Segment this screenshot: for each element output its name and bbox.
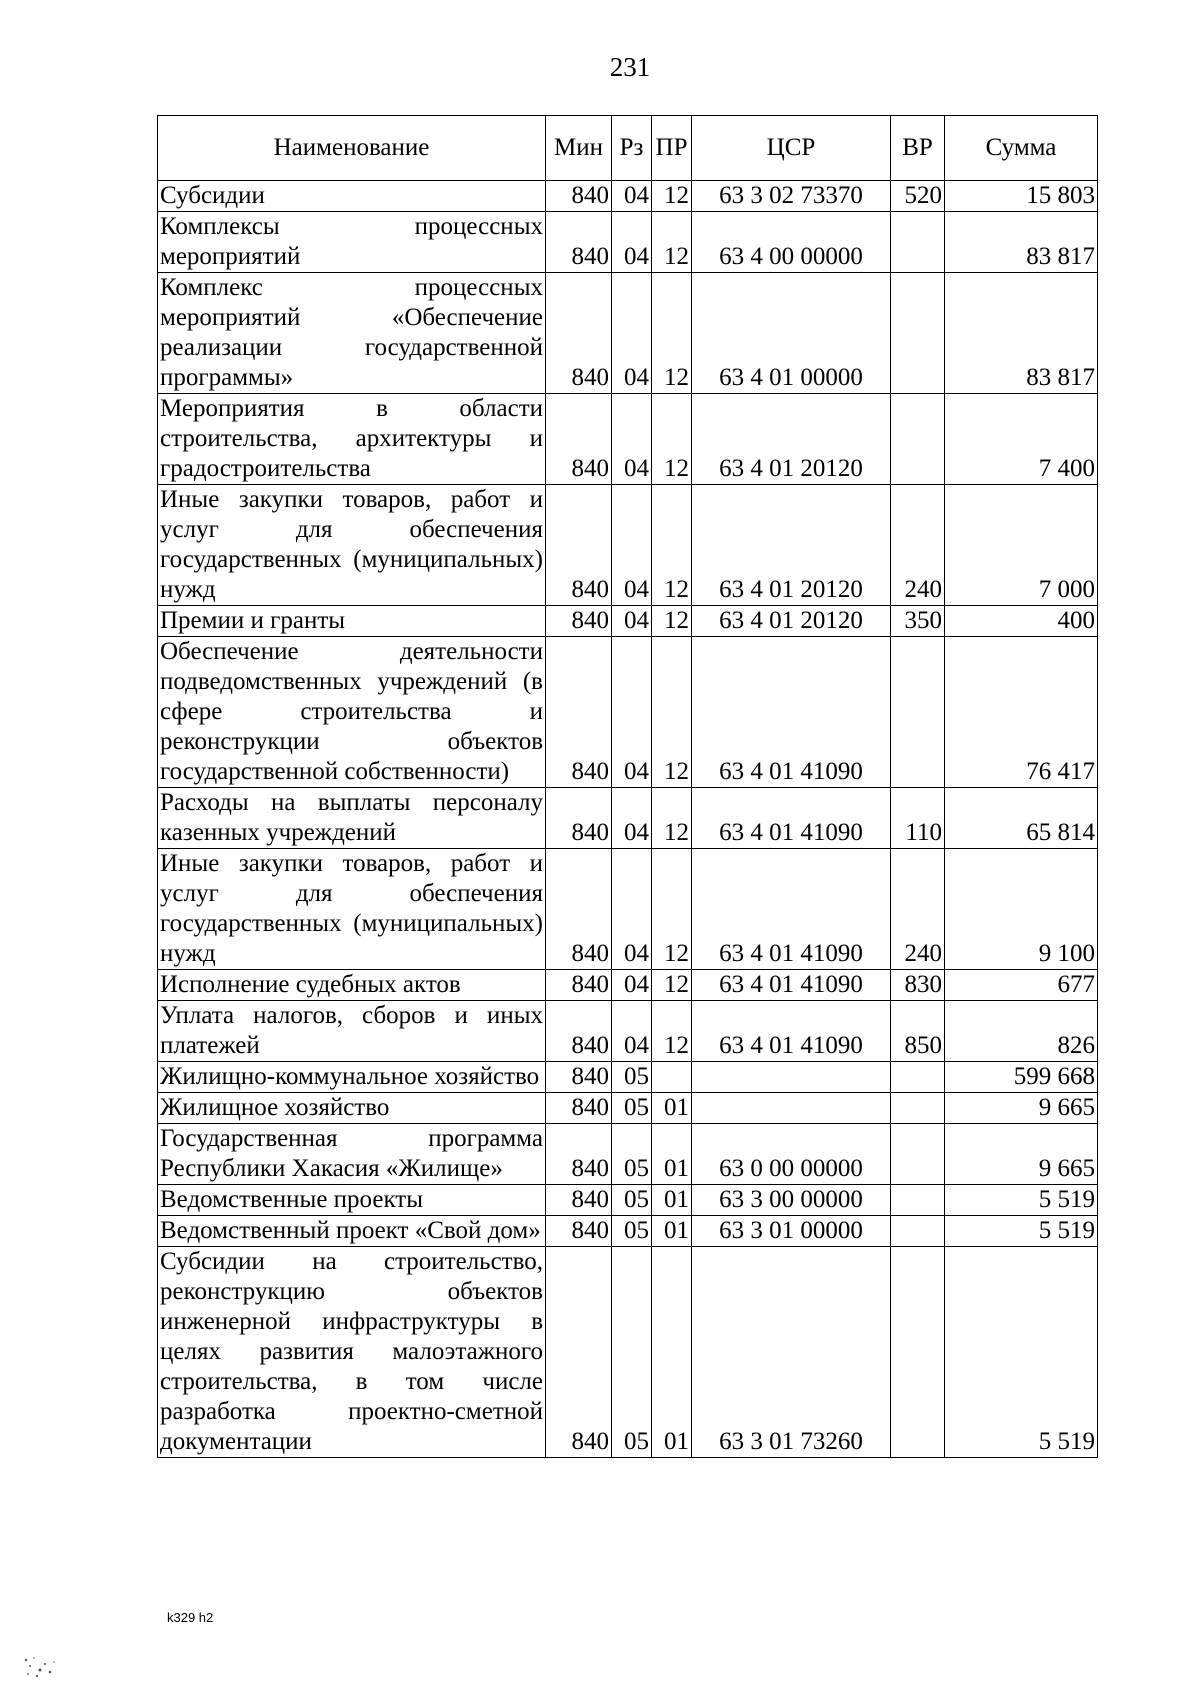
cell-min: 840 <box>546 849 612 970</box>
cell-vr: 110 <box>891 788 945 849</box>
table-row <box>158 1216 1098 1247</box>
cell-min: 840 <box>546 485 612 606</box>
cell-sum: 400 <box>945 606 1098 637</box>
cell-min: 840 <box>546 1247 612 1458</box>
cell-vr <box>891 394 945 485</box>
cell-sum: 76 417 <box>945 637 1098 788</box>
cell-rz: 05 <box>612 1247 652 1458</box>
table-row <box>158 970 1098 1001</box>
cell-csr <box>692 1062 891 1093</box>
cell-pr: 12 <box>652 485 692 606</box>
cell-csr: 63 3 00 00000 <box>692 1185 891 1216</box>
cell-pr: 01 <box>652 1216 692 1247</box>
page-number: 231 <box>609 52 651 82</box>
cell-pr: 12 <box>652 970 692 1001</box>
cell-name: Государственная программа Республики Хакасия «Жилище» <box>158 1124 546 1185</box>
cell-rz: 05 <box>612 1093 652 1124</box>
cell-sum: 677 <box>945 970 1098 1001</box>
cell-sum: 83 817 <box>945 273 1098 394</box>
cell-min: 840 <box>546 273 612 394</box>
cell-name: Комплекс процессных мероприятий «Обеспечение реализации государственной программы» <box>158 273 546 394</box>
cell-pr: 12 <box>652 181 692 212</box>
cell-pr: 12 <box>652 394 692 485</box>
cell-vr: 830 <box>891 970 945 1001</box>
cell-csr: 63 4 01 41090 <box>692 1001 891 1062</box>
table-header <box>158 116 1098 181</box>
cell-vr: 240 <box>891 849 945 970</box>
footer-code: k329 h2 <box>167 1610 214 1625</box>
cell-vr: 850 <box>891 1001 945 1062</box>
cell-sum: 83 817 <box>945 212 1098 273</box>
cell-min: 840 <box>546 212 612 273</box>
cell-name: Иные закупки товаров, работ и услуг для обеспечения государственных (муниципальных) нужд <box>158 485 546 606</box>
cell-rz: 05 <box>612 1062 652 1093</box>
cell-rz: 04 <box>612 394 652 485</box>
header-rz: Рз <box>612 116 652 181</box>
cell-rz: 05 <box>612 1185 652 1216</box>
cell-sum: 9 665 <box>945 1093 1098 1124</box>
cell-min: 840 <box>546 1093 612 1124</box>
cell-min: 840 <box>546 1185 612 1216</box>
table-body <box>158 181 1098 1458</box>
cell-pr: 12 <box>652 606 692 637</box>
header-vr: ВР <box>891 116 945 181</box>
cell-name: Мероприятия в области строительства, архитектуры и градостроительства <box>158 394 546 485</box>
cell-rz: 04 <box>612 606 652 637</box>
table-row <box>158 606 1098 637</box>
cell-csr: 63 4 01 20120 <box>692 485 891 606</box>
cell-vr <box>891 637 945 788</box>
cell-pr: 01 <box>652 1093 692 1124</box>
cell-csr: 63 4 01 00000 <box>692 273 891 394</box>
cell-sum: 5 519 <box>945 1185 1098 1216</box>
cell-pr: 12 <box>652 1001 692 1062</box>
cell-rz: 04 <box>612 212 652 273</box>
cell-rz: 04 <box>612 970 652 1001</box>
cell-csr: 63 4 01 20120 <box>692 394 891 485</box>
cell-vr: 350 <box>891 606 945 637</box>
cell-min: 840 <box>546 970 612 1001</box>
cell-csr: 63 4 00 00000 <box>692 212 891 273</box>
table-row <box>158 273 1098 394</box>
table-row <box>158 1247 1098 1458</box>
cell-rz: 04 <box>612 1001 652 1062</box>
header-min: Мин <box>546 116 612 181</box>
table-row <box>158 212 1098 273</box>
budget-table <box>157 115 1098 1458</box>
cell-min: 840 <box>546 788 612 849</box>
cell-pr: 12 <box>652 637 692 788</box>
cell-sum: 9 665 <box>945 1124 1098 1185</box>
cell-rz: 04 <box>612 485 652 606</box>
cell-vr <box>891 1062 945 1093</box>
cell-name: Комплексы процессных мероприятий <box>158 212 546 273</box>
cell-pr: 12 <box>652 849 692 970</box>
cell-name: Жилищно-коммунальное хозяйство <box>158 1062 546 1093</box>
cell-sum: 826 <box>945 1001 1098 1062</box>
cell-csr: 63 4 01 41090 <box>692 637 891 788</box>
header-row <box>158 116 1098 181</box>
cell-sum: 599 668 <box>945 1062 1098 1093</box>
cell-rz: 04 <box>612 181 652 212</box>
cell-vr <box>891 212 945 273</box>
table-row <box>158 1185 1098 1216</box>
cell-sum: 5 519 <box>945 1216 1098 1247</box>
cell-rz: 04 <box>612 849 652 970</box>
cell-name: Субсидии на строительство, реконструкцию объектов инженерной инфраструктуры в целях развития малоэтажного строительства, в том числе разработка проектно-сметной документации <box>158 1247 546 1458</box>
cell-name: Ведомственный проект «Свой дом» <box>158 1216 546 1247</box>
cell-vr <box>891 1216 945 1247</box>
table-row <box>158 394 1098 485</box>
cell-name: Обеспечение деятельности подведомственных учреждений (в сфере строительства и реконструкции объектов государственной собственности) <box>158 637 546 788</box>
cell-pr: 01 <box>652 1124 692 1185</box>
cell-min: 840 <box>546 1001 612 1062</box>
cell-csr: 63 3 01 73260 <box>692 1247 891 1458</box>
cell-csr <box>692 1093 891 1124</box>
cell-csr: 63 4 01 20120 <box>692 606 891 637</box>
header-sum: Сумма <box>945 116 1098 181</box>
cell-vr: 240 <box>891 485 945 606</box>
cell-min: 840 <box>546 1124 612 1185</box>
cell-pr: 12 <box>652 273 692 394</box>
cell-sum: 9 100 <box>945 849 1098 970</box>
cell-name: Исполнение судебных актов <box>158 970 546 1001</box>
cell-vr: 520 <box>891 181 945 212</box>
cell-min: 840 <box>546 394 612 485</box>
cell-vr <box>891 273 945 394</box>
cell-min: 840 <box>546 181 612 212</box>
table-row <box>158 788 1098 849</box>
table-row <box>158 1062 1098 1093</box>
cell-sum: 15 803 <box>945 181 1098 212</box>
cell-pr: 12 <box>652 788 692 849</box>
cell-rz: 05 <box>612 1124 652 1185</box>
cell-sum: 65 814 <box>945 788 1098 849</box>
cell-csr: 63 3 01 00000 <box>692 1216 891 1247</box>
cell-vr <box>891 1247 945 1458</box>
header-pr: ПР <box>652 116 692 181</box>
cell-csr: 63 4 01 41090 <box>692 788 891 849</box>
cell-pr: 01 <box>652 1247 692 1458</box>
cell-name: Субсидии <box>158 181 546 212</box>
cell-min: 840 <box>546 637 612 788</box>
header-name: Наименование <box>158 116 546 181</box>
cell-csr: 63 4 01 41090 <box>692 849 891 970</box>
table-row <box>158 181 1098 212</box>
cell-csr: 63 4 01 41090 <box>692 970 891 1001</box>
cell-csr: 63 3 02 73370 <box>692 181 891 212</box>
cell-rz: 05 <box>612 1216 652 1247</box>
cell-pr: 01 <box>652 1185 692 1216</box>
cell-name: Ведомственные проекты <box>158 1185 546 1216</box>
cell-name: Премии и гранты <box>158 606 546 637</box>
table-row <box>158 1124 1098 1185</box>
cell-rz: 04 <box>612 637 652 788</box>
cell-min: 840 <box>546 1216 612 1247</box>
table-row <box>158 849 1098 970</box>
cell-pr <box>652 1062 692 1093</box>
cell-name: Иные закупки товаров, работ и услуг для обеспечения государственных (муниципальных) нужд <box>158 849 546 970</box>
table-row <box>158 1001 1098 1062</box>
cell-sum: 7 000 <box>945 485 1098 606</box>
cell-name: Жилищное хозяйство <box>158 1093 546 1124</box>
cell-min: 840 <box>546 1062 612 1093</box>
cell-vr <box>891 1124 945 1185</box>
cell-min: 840 <box>546 606 612 637</box>
table-row <box>158 485 1098 606</box>
cell-vr <box>891 1093 945 1124</box>
cell-sum: 5 519 <box>945 1247 1098 1458</box>
header-csr: ЦСР <box>692 116 891 181</box>
cell-rz: 04 <box>612 273 652 394</box>
cell-vr <box>891 1185 945 1216</box>
scan-noise-mark <box>20 1650 60 1680</box>
cell-csr: 63 0 00 00000 <box>692 1124 891 1185</box>
cell-name: Расходы на выплаты персоналу казенных учреждений <box>158 788 546 849</box>
cell-pr: 12 <box>652 212 692 273</box>
cell-sum: 7 400 <box>945 394 1098 485</box>
cell-name: Уплата налогов, сборов и иных платежей <box>158 1001 546 1062</box>
table-row <box>158 1093 1098 1124</box>
table-row <box>158 637 1098 788</box>
cell-rz: 04 <box>612 788 652 849</box>
